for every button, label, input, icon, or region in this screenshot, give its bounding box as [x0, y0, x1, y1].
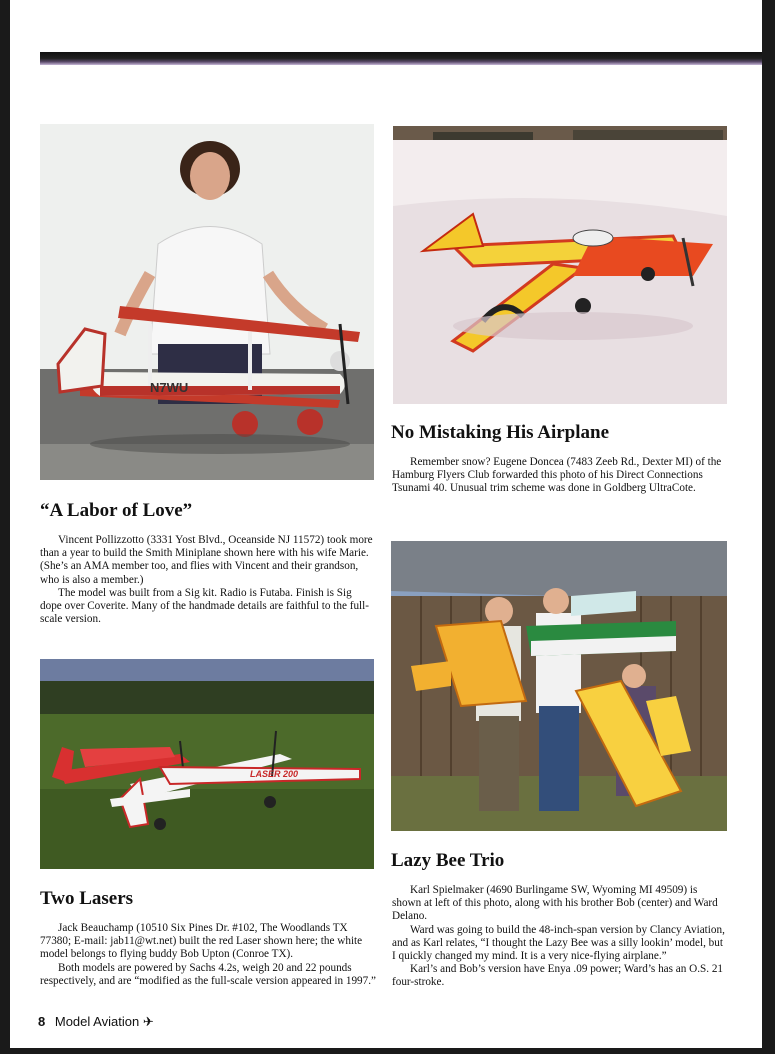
photo-tail-number: N7WU [150, 380, 189, 395]
paragraph: Vincent Pollizzotto (3331 Yost Blvd., Oceanside NJ 11572) took more than a year to build the Smith Miniplane shown here with his wife Marie. (She’s an AMA member too, and flies with Vincent and their grandson, who is also a member.) [40, 534, 373, 586]
magazine-page [10, 0, 762, 1048]
text-lazy-bee-trio [392, 884, 728, 990]
page-number: 8 [38, 1014, 46, 1029]
page-footer [38, 1014, 154, 1030]
heading-no-mistaking: No Mistaking His Airplane [391, 422, 609, 443]
airplane-icon: ✈ [142, 1014, 154, 1029]
magazine-name: Model Aviation [54, 1014, 140, 1029]
text-two-lasers [40, 922, 376, 988]
photo-labor-of-love [40, 124, 374, 480]
text-no-mistaking [392, 456, 728, 496]
paragraph: Karl’s and Bob’s version have Enya .09 power; Ward’s has an O.S. 21 four-stroke. [392, 963, 724, 989]
paragraph: Remember snow? Eugene Doncea (7483 Zeeb Rd., Dexter MI) of the Hamburg Flyers Club forwarded this photo of his Direct Connections Tsunami 40. Unusual trim scheme was done in Goldberg UltraCote. [392, 456, 722, 495]
photo-lazy-bee-trio [391, 541, 727, 831]
paragraph: Both models are powered by Sachs 4.2s, weigh 20 and 22 pounds respectively, and are “modified as the full-scale version appeared in 1997.” [40, 961, 377, 987]
photo-tsunami-snow [393, 126, 727, 404]
paragraph: Karl Spielmaker (4690 Burlingame SW, Wyoming MI 49509) is shown at left of this photo, along with his brother Bob (center) and Ward Delano. [392, 884, 718, 923]
paragraph: Jack Beauchamp (10510 Six Pines Dr. #102, The Woodlands TX 77380; E-mail: jab11@wt.net) built the red Laser shown here; the white model belongs to flying buddy Bob Upton (Conroe TX). [40, 922, 363, 961]
paragraph: Ward was going to build the 48-inch-span version by Clancy Aviation, and as Karl relates, “I thought the Lazy Bee was a silly lookin’ model, but I quickly changed my mind. It is a very nice-flying airplane.” [392, 923, 725, 963]
photo-two-lasers [40, 659, 374, 869]
heading-labor-of-love: “A Labor of Love” [40, 500, 193, 521]
text-labor-of-love [40, 534, 374, 626]
header-rule [40, 52, 762, 65]
heading-lazy-bee-trio: Lazy Bee Trio [391, 850, 505, 871]
paragraph: The model was built from a Sig kit. Radio is Futaba. Finish is Sig dope over Coverite. Many of the handmade details are faithful to the full-scale version. [40, 586, 369, 626]
heading-two-lasers: Two Lasers [40, 888, 134, 909]
photo-laser-label: LASER 200 [250, 769, 299, 779]
